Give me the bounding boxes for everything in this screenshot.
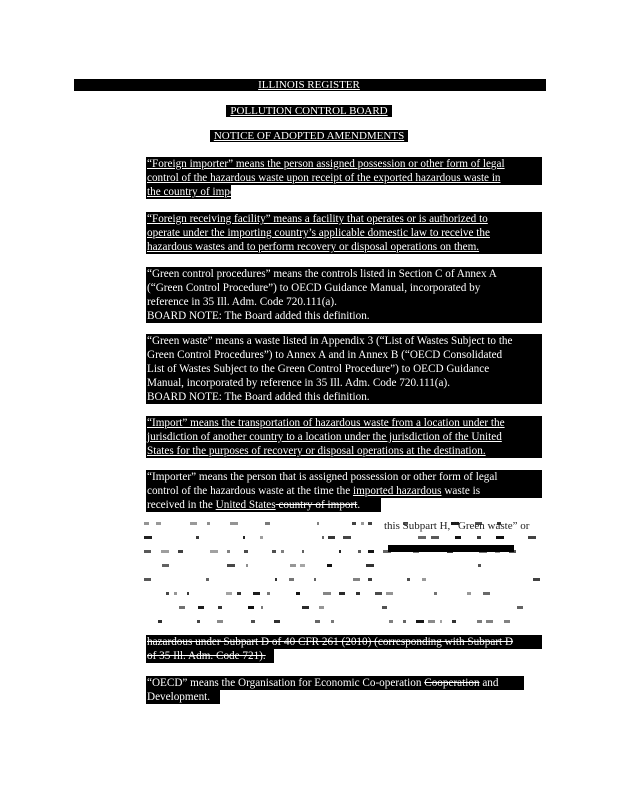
scan-noise-mark bbox=[227, 550, 230, 553]
scan-noise-mark bbox=[477, 620, 482, 623]
definition-green-waste: “Green waste” means a waste listed in Appendix 3 (“List of Wastes Subject to the Green Control Procedures”) to Annex A and in Annex B (“OECD Consolidated List of Wastes Subject to the Green Control Procedure”) to OECD Guidance Manual, incorporated by reference in 35 Ill. Adm. Code 720.111(a). BOARD NOTE: The Board added this definition. bbox=[146, 334, 542, 404]
scan-noise-mark bbox=[403, 620, 406, 623]
scan-noise-mark bbox=[352, 522, 356, 525]
scan-noise-mark bbox=[422, 578, 426, 581]
scan-noise-mark bbox=[440, 620, 442, 623]
scan-noise-mark bbox=[144, 578, 151, 581]
scan-noise-mark bbox=[496, 536, 504, 539]
scan-noise-mark bbox=[483, 592, 490, 595]
scan-noise-mark bbox=[386, 592, 393, 595]
scan-noise-mark bbox=[418, 536, 426, 539]
scan-noise-mark bbox=[361, 522, 364, 525]
scan-noise-mark bbox=[265, 522, 270, 525]
scan-noise-mark bbox=[144, 536, 152, 539]
definition-importer: “Importer” means the person that is assigned possession or other form of legal control of the hazardous waste at the time the imported hazardous waste is received in the United States country of import. bbox=[146, 470, 542, 512]
scan-noise-mark bbox=[478, 564, 481, 567]
redaction-bar bbox=[388, 545, 514, 552]
scan-noise-mark bbox=[327, 564, 332, 567]
scan-noise-mark bbox=[343, 536, 351, 539]
scan-noise-mark bbox=[248, 606, 254, 609]
scan-noise-mark bbox=[296, 592, 300, 595]
scan-noise-mark bbox=[251, 620, 255, 623]
notice-title: NOTICE OF ADOPTED AMENDMENTS bbox=[0, 130, 618, 142]
scan-noise-mark bbox=[389, 620, 393, 623]
scan-noise-mark bbox=[166, 592, 169, 595]
scan-noise-mark bbox=[179, 606, 185, 609]
scan-noise-mark bbox=[226, 592, 232, 595]
scan-noise-mark bbox=[218, 606, 222, 609]
scan-noise-mark bbox=[314, 578, 316, 581]
scan-noise-mark bbox=[161, 550, 169, 553]
scan-noise-mark bbox=[300, 564, 305, 567]
scan-noise-mark bbox=[230, 522, 238, 525]
scan-noise-mark bbox=[477, 536, 481, 539]
scan-noise-mark bbox=[206, 578, 209, 581]
scan-noise-mark bbox=[517, 606, 523, 609]
scan-noise-mark bbox=[368, 522, 372, 525]
scan-noise-mark bbox=[196, 536, 199, 539]
degraded-fragment: this Subpart H, “Green waste” or bbox=[384, 520, 530, 532]
scan-noise-mark bbox=[317, 522, 319, 525]
scan-noise-mark bbox=[217, 620, 223, 623]
scan-noise-mark bbox=[452, 620, 456, 623]
scan-noise-mark bbox=[281, 550, 284, 553]
scan-noise-mark bbox=[533, 578, 540, 581]
board-title: POLLUTION CONTROL BOARD bbox=[0, 105, 618, 117]
scan-noise-mark bbox=[407, 578, 410, 581]
scan-noise-mark bbox=[356, 592, 360, 595]
scan-noise-mark bbox=[315, 620, 320, 623]
scan-noise-mark bbox=[323, 592, 331, 595]
scan-noise-mark bbox=[467, 592, 471, 595]
scan-noise-mark bbox=[416, 620, 424, 623]
scan-noise-mark bbox=[187, 592, 189, 595]
scan-noise-mark bbox=[455, 536, 461, 539]
scan-noise-mark bbox=[431, 536, 439, 539]
scan-noise-mark bbox=[302, 550, 304, 553]
scan-noise-mark bbox=[339, 592, 345, 595]
definition-oecd: “OECD” means the Organisation for Economic Co-operation Cooperation and Development. bbox=[146, 676, 542, 704]
scan-noise-mark bbox=[158, 620, 162, 623]
scan-noise-mark bbox=[227, 564, 235, 567]
definition-import: “Import” means the transportation of hazardous waste from a location under the jurisdiction of another country to a location under the jurisdiction of the United States for the purposes of recovery or disposal operations at the destination. bbox=[146, 416, 542, 458]
scan-noise-mark bbox=[243, 536, 245, 539]
scan-noise-mark bbox=[366, 564, 374, 567]
degraded-scan-area bbox=[144, 519, 544, 634]
scan-noise-mark bbox=[246, 564, 248, 567]
scan-noise-mark bbox=[382, 606, 387, 609]
scan-noise-mark bbox=[274, 620, 280, 623]
scan-noise-mark bbox=[331, 620, 334, 623]
scan-noise-mark bbox=[275, 578, 277, 581]
scan-noise-mark bbox=[322, 536, 324, 539]
scan-noise-mark bbox=[319, 606, 324, 609]
scan-noise-mark bbox=[144, 522, 149, 525]
scan-noise-mark bbox=[434, 592, 437, 595]
scan-noise-mark bbox=[328, 536, 335, 539]
definition-green-control-procedures: “Green control procedures” means the controls listed in Section C of Annex A (“Green Control Procedure”) to OECD Guidance Manual, incorporated by reference in 35 Ill. Adm. Code 720.111(a). BOARD NOTE: The Board added this definition. bbox=[146, 267, 542, 323]
scan-noise-mark bbox=[353, 578, 360, 581]
scan-noise-mark bbox=[198, 606, 204, 609]
scan-noise-mark bbox=[162, 564, 169, 567]
scan-noise-mark bbox=[290, 564, 296, 567]
scan-noise-mark bbox=[289, 578, 294, 581]
scan-noise-mark bbox=[375, 592, 382, 595]
scan-noise-mark bbox=[190, 522, 197, 525]
scan-noise-mark bbox=[428, 620, 435, 623]
definition-foreign-importer: “Foreign importer” means the person assigned possession or other form of legal control of the hazardous waste upon receipt of the exported hazardous waste in the country of import. bbox=[146, 157, 542, 199]
scan-noise-mark bbox=[237, 592, 241, 595]
scan-noise-mark bbox=[504, 620, 510, 623]
scan-noise-mark bbox=[368, 578, 372, 581]
scan-noise-mark bbox=[207, 522, 210, 525]
scan-noise-mark bbox=[358, 550, 361, 553]
scan-noise-mark bbox=[244, 550, 248, 553]
scan-noise-mark bbox=[368, 550, 374, 553]
scan-noise-mark bbox=[197, 620, 200, 623]
scan-noise-mark bbox=[339, 550, 341, 553]
scan-noise-mark bbox=[267, 592, 270, 595]
scan-noise-mark bbox=[253, 592, 260, 595]
register-title: ILLINOIS REGISTER bbox=[0, 79, 618, 91]
scan-noise-mark bbox=[144, 550, 151, 553]
definition-foreign-receiving-facility: “Foreign receiving facility” means a facility that operates or is authorized to operate under the importing country’s applicable domestic law to receive the hazardous wastes and to perform recovery or disposal operations on them. bbox=[146, 212, 542, 254]
definition-subpart-d: hazardous under Subpart D of 40 CFR 261 (2010) (corresponding with Subpart D of 35 Ill. Adm. Code 721). bbox=[146, 635, 542, 663]
scan-noise-mark bbox=[261, 606, 263, 609]
scan-noise-mark bbox=[174, 592, 177, 595]
scan-noise-mark bbox=[210, 550, 218, 553]
scan-noise-mark bbox=[302, 606, 309, 609]
scan-noise-mark bbox=[178, 550, 183, 553]
scan-noise-mark bbox=[272, 550, 276, 553]
scan-noise-mark bbox=[486, 620, 493, 623]
scan-noise-mark bbox=[260, 536, 263, 539]
scan-noise-mark bbox=[156, 522, 161, 525]
scan-noise-mark bbox=[528, 536, 536, 539]
